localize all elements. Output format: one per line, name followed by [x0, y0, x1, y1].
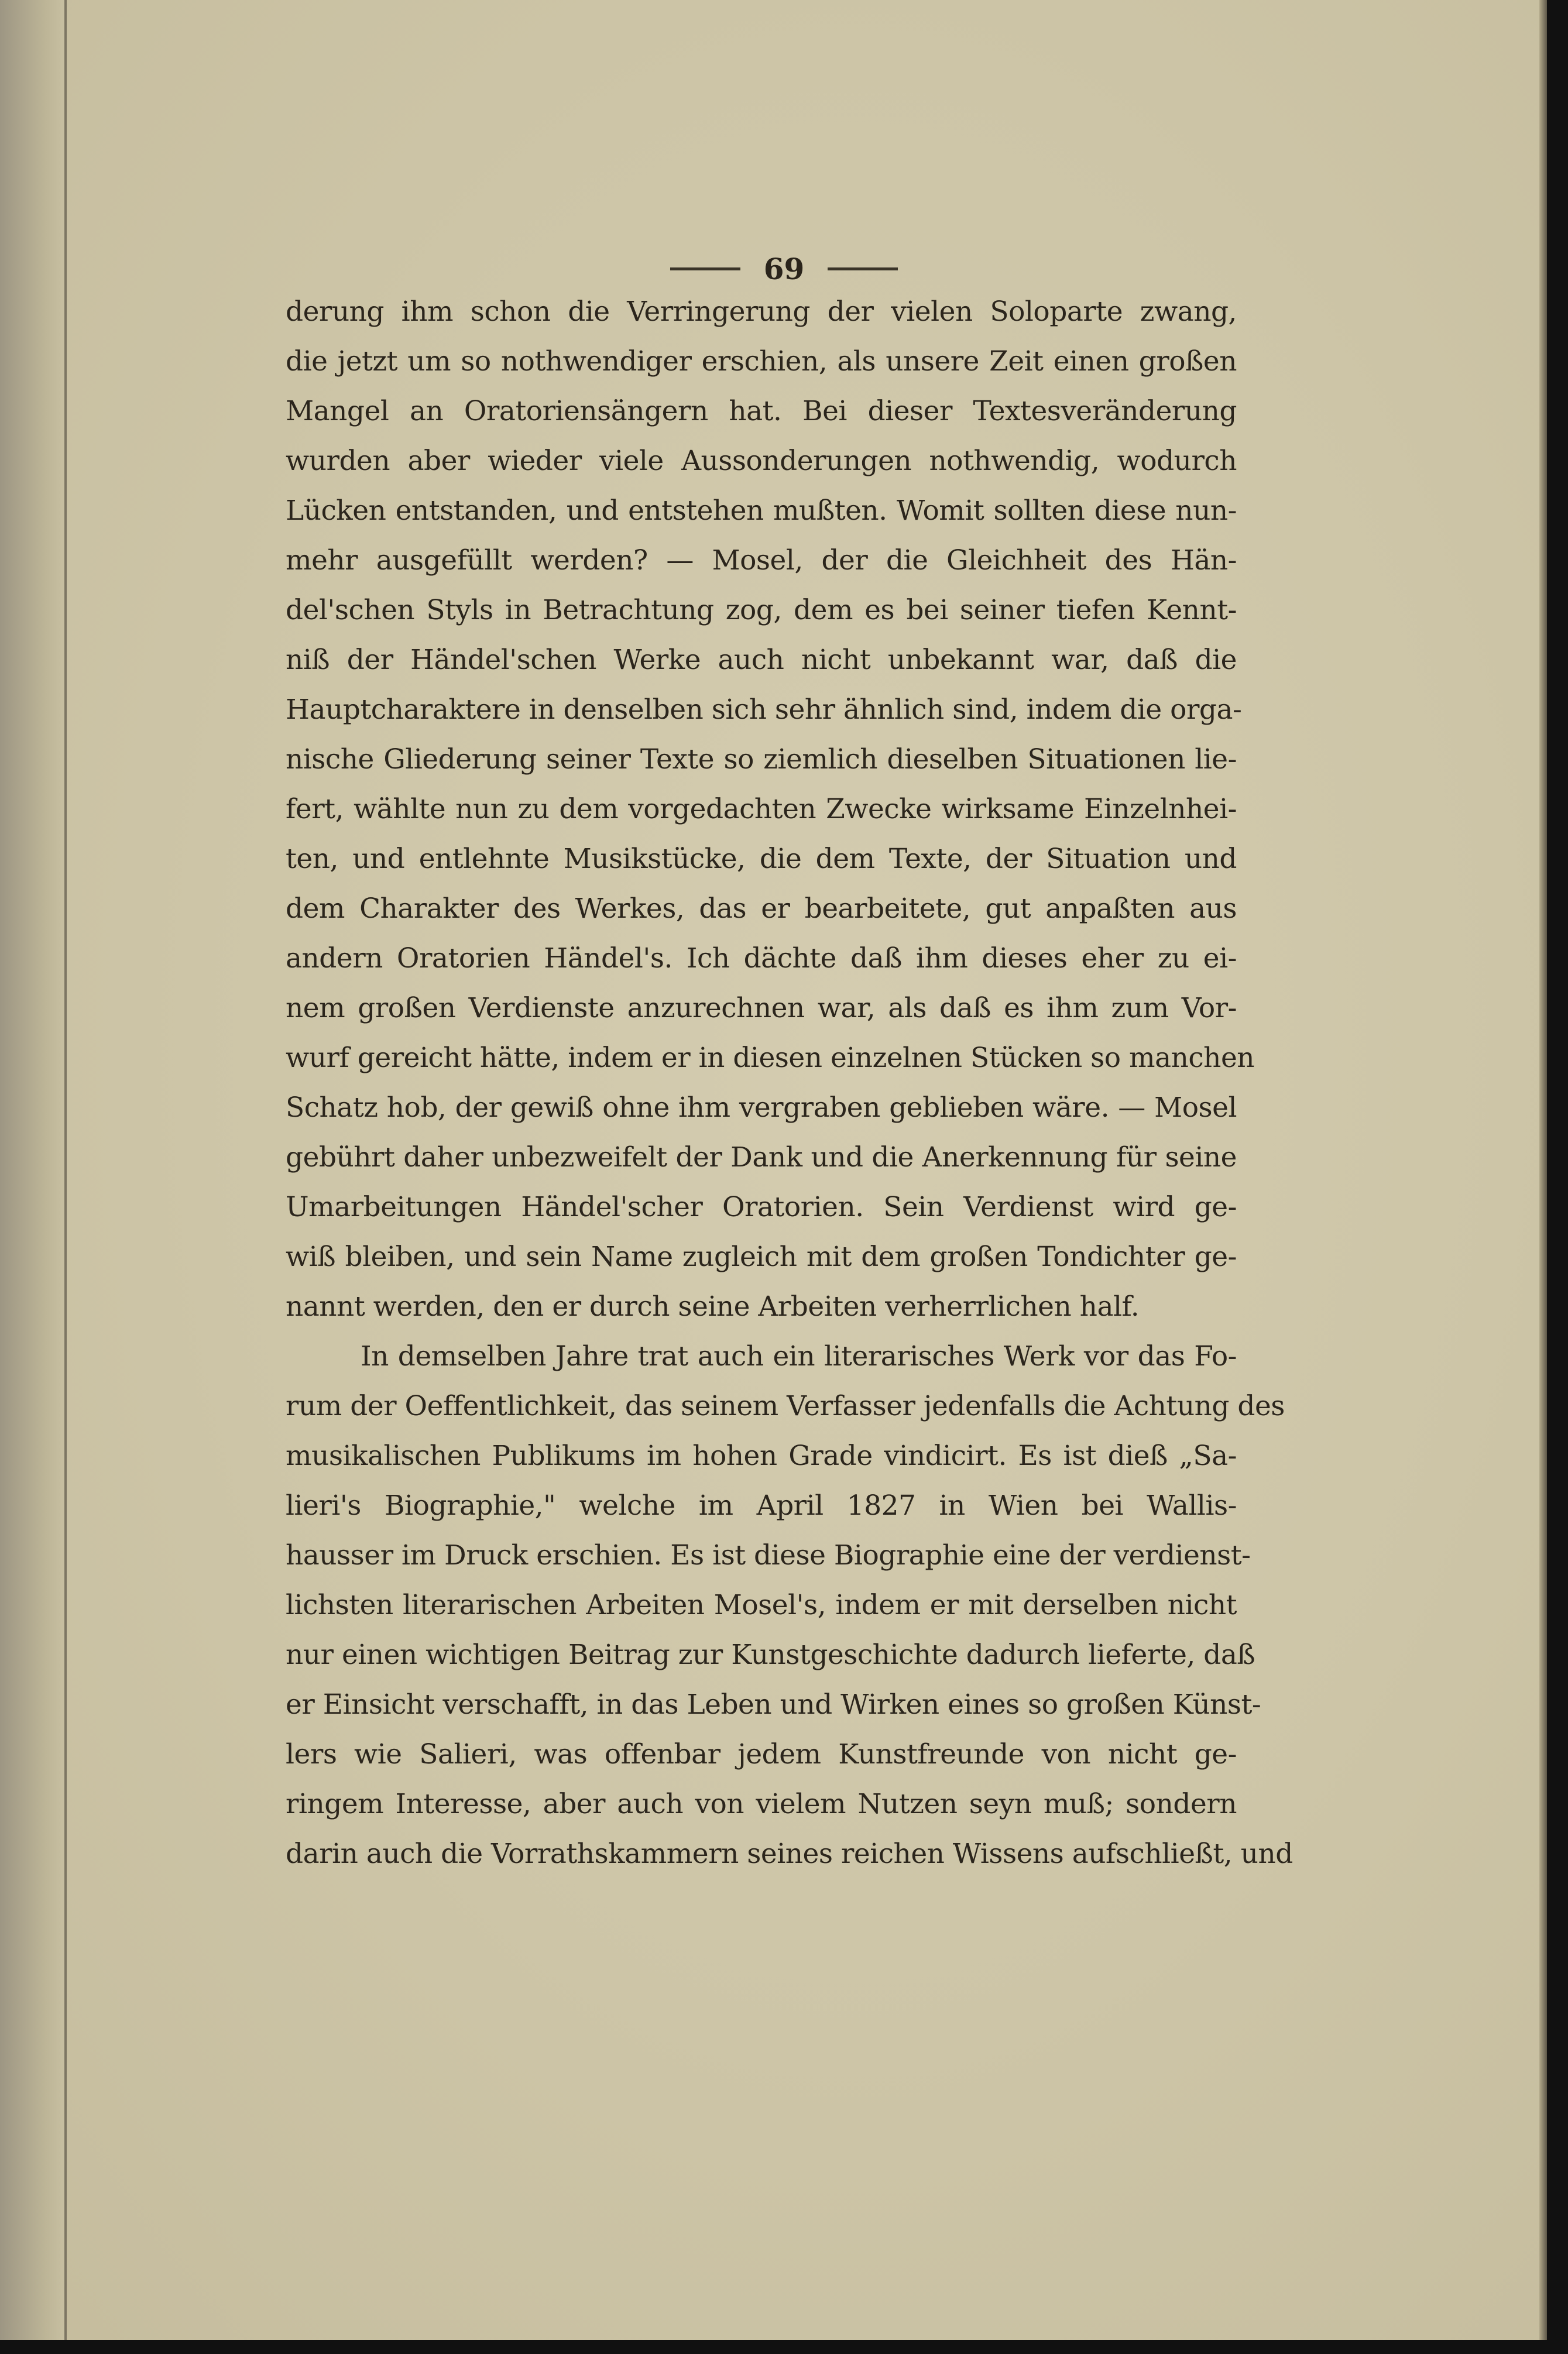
- page-fold-line: [64, 0, 67, 2340]
- binding-gutter: [0, 0, 66, 2340]
- text-line: lers wie Salieri, was offenbar jedem Kunstfreunde von nicht ge-: [286, 1738, 1237, 1770]
- dash-rule-right: [828, 267, 898, 270]
- text-line: darin auch die Vorrathskammern seines reichen Wissens aufschließt, und: [286, 1838, 1293, 1870]
- text-line: del'schen Styls in Betrachtung zog, dem es bei seiner tiefen Kennt-: [286, 594, 1237, 626]
- text-line: nur einen wichtigen Beitrag zur Kunstgeschichte dadurch lieferte, daß: [286, 1639, 1255, 1671]
- text-line: ringem Interesse, aber auch von vielem Nutzen seyn muß; sondern: [286, 1788, 1237, 1820]
- text-line: ten, und entlehnte Musikstücke, die dem Texte, der Situation und: [286, 843, 1237, 875]
- text-line: lichsten literarischen Arbeiten Mosel's, indem er mit derselben nicht: [286, 1589, 1237, 1621]
- page-number: 69: [763, 252, 805, 286]
- text-line: hausser im Druck erschien. Es ist diese Biographie eine der verdienst-: [286, 1539, 1251, 1571]
- text-line: nannt werden, den er durch seine Arbeiten verherrlichen half.: [286, 1291, 1140, 1323]
- text-line: nische Gliederung seiner Texte so ziemlich dieselben Situationen lie-: [286, 743, 1237, 775]
- text-line: nem großen Verdienste anzurechnen war, als daß es ihm zum Vor-: [286, 992, 1237, 1024]
- text-line: mehr ausgefüllt werden? — Mosel, der die Gleichheit des Hän-: [286, 544, 1237, 577]
- text-line: niß der Händel'schen Werke auch nicht unbekannt war, daß die: [286, 644, 1237, 676]
- text-line: musikalischen Publikums im hohen Grade vindicirt. Es ist dieß „Sa-: [286, 1440, 1237, 1472]
- text-line: gebührt daher unbezweifelt der Dank und die Anerkennung für seine: [286, 1141, 1237, 1173]
- text-line: Mangel an Oratoriensängern hat. Bei dieser Textesveränderung: [286, 395, 1237, 427]
- text-line: lieri's Biographie," welche im April 1827 in Wien bei Wallis-: [286, 1490, 1237, 1522]
- text-line: Umarbeitungen Händel'scher Oratorien. Sein Verdienst wird ge-: [286, 1191, 1237, 1223]
- text-line: er Einsicht verschafft, in das Leben und Wirken eines so großen Künst-: [286, 1689, 1261, 1721]
- text-line: wiß bleiben, und sein Name zugleich mit dem großen Tondichter ge-: [286, 1241, 1237, 1273]
- text-line: wurden aber wieder viele Aussonderungen nothwendig, wodurch: [286, 445, 1237, 477]
- text-line: In demselben Jahre trat auch ein literarisches Werk vor das Fo-: [361, 1340, 1237, 1372]
- text-line: fert, wählte nun zu dem vorgedachten Zwecke wirksame Einzelnhei-: [286, 793, 1237, 825]
- text-line: rum der Oeffentlichkeit, das seinem Verfasser jedenfalls die Achtung des: [286, 1390, 1285, 1422]
- text-line: Schatz hob, der gewiß ohne ihm vergraben geblieben wäre. — Mosel: [286, 1092, 1237, 1124]
- body-text: [286, 287, 1293, 1879]
- text-line: andern Oratorien Händel's. Ich dächte daß ihm dieses eher zu ei-: [286, 942, 1237, 974]
- text-line: dem Charakter des Werkes, das er bearbeitete, gut anpaßten aus: [286, 893, 1237, 925]
- page-edge: [1539, 0, 1547, 2340]
- dash-rule-left: [670, 267, 740, 270]
- page-number-header: [0, 252, 1568, 286]
- text-line: wurf gereicht hätte, indem er in diesen einzelnen Stücken so manchen: [286, 1042, 1255, 1074]
- text-line: Lücken entstanden, und entstehen mußten. Womit sollten diese nun-: [286, 495, 1237, 527]
- text-line: Hauptcharaktere in denselben sich sehr ähnlich sind, indem die orga-: [286, 694, 1242, 726]
- text-line: derung ihm schon die Verringerung der vielen Soloparte zwang,: [286, 296, 1237, 328]
- text-line: die jetzt um so nothwendiger erschien, als unsere Zeit einen großen: [286, 345, 1237, 378]
